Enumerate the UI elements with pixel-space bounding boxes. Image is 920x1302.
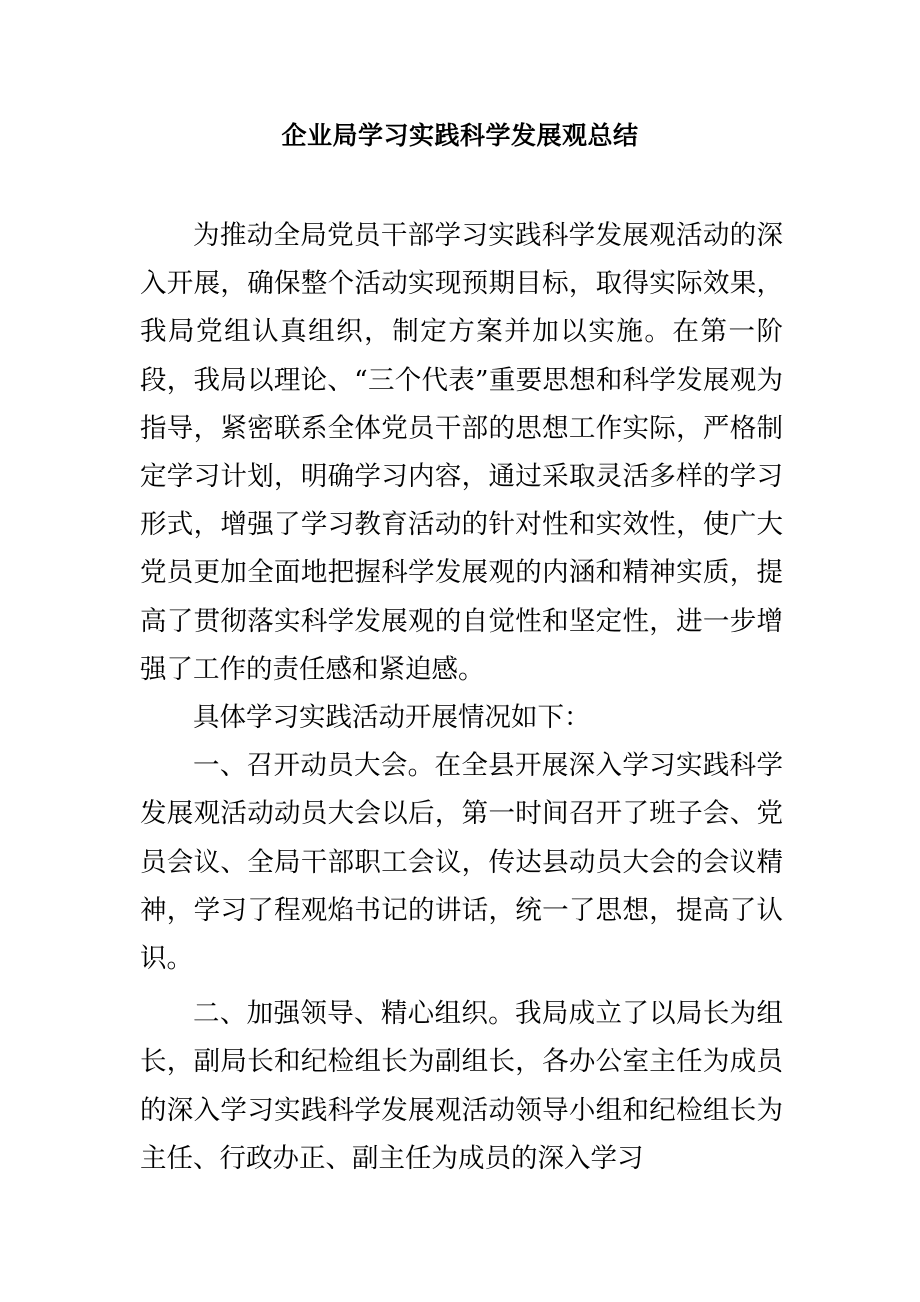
document-title: 企业局学习实践科学发展观总结 bbox=[281, 121, 639, 150]
paragraph-situation: 具体学习实践活动开展情况如下： bbox=[193, 702, 591, 734]
paragraph-intro: 为推动全局党员干部学习实践科学发展观活动的深入开展，确保整个活动实现预期目标，取得实际效果，我局党组认真组织，制定方案并加以实施。在第一阶段，我局以理论、“三个代表”重要思想和科学发展观为指导，紧密联系全体党员干部的思想工作实际，严格制定学习计划，明确学习内容，通过采取灵活多样的学习形式，增强了学习教育活动的针对性和实效性，使广大党员更加全面地把握科学发展观的内涵和精神实质，提高了贯彻落实科学发展观的自觉性和坚定性，进一步增强了工作的责任感和紧迫感。 bbox=[140, 220, 783, 685]
paragraph-section-one: 一、召开动员大会。在全县开展深入学习实践科学发展观活动动员大会以后，第一时间召开了班子会、党员会议、全局干部职工会议，传达县动员大会的会议精神，学习了程观焰书记的讲话，统一了思想，提高了认识。 bbox=[140, 750, 783, 975]
document-body bbox=[140, 212, 783, 1183]
paragraph-section-two: 二、加强领导、精心组织。我局成立了以局长为组长，副局长和纪检组长为副组长，各办公室主任为成员的深入学习实践科学发展观活动领导小组和纪检组长为主任、行政办正、副主任为成员的深入学习 bbox=[140, 998, 783, 1174]
